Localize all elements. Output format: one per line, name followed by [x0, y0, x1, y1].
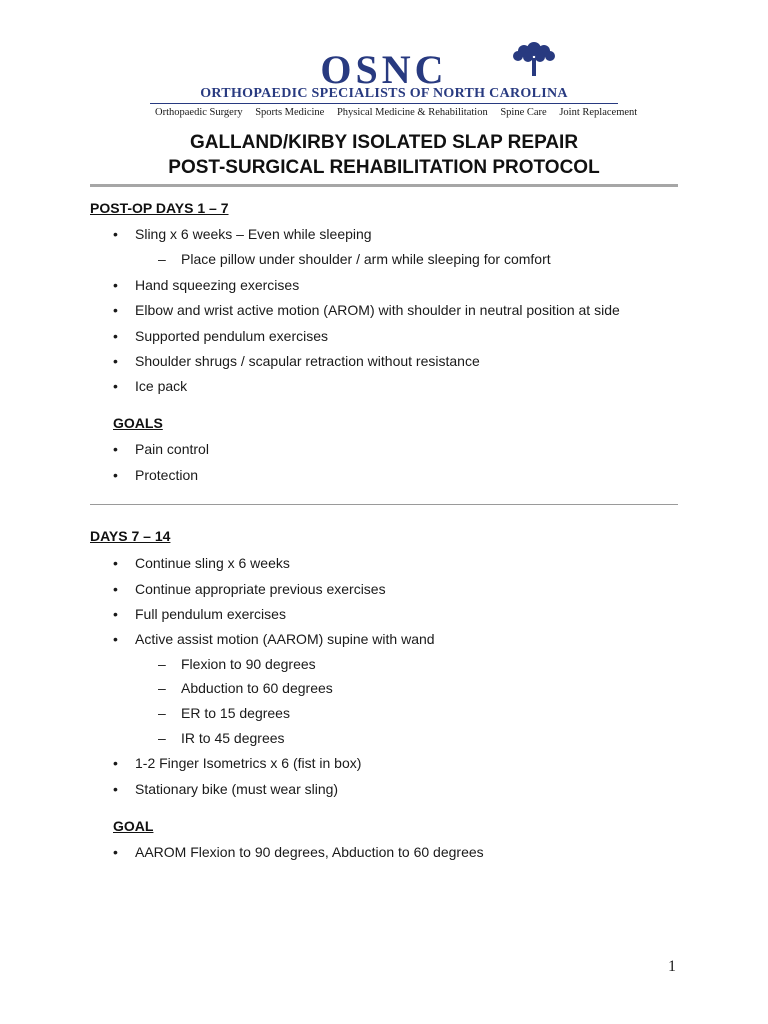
goals-heading: GOALS	[113, 415, 163, 431]
dash-icon: –	[158, 251, 166, 267]
specialty: Spine Care	[500, 107, 547, 118]
bullet-icon: •	[113, 555, 118, 571]
header-divider	[150, 103, 618, 104]
list-item: Elbow and wrist active motion (AROM) with shoulder in neutral position at side	[135, 302, 620, 318]
list-item: Hand squeezing exercises	[135, 277, 300, 293]
specialty: Physical Medicine & Rehabilitation	[336, 107, 488, 118]
list-item: Full pendulum exercises	[135, 606, 286, 622]
letterhead	[150, 40, 638, 118]
list-item: Continue sling x 6 weeks	[135, 555, 290, 571]
bullet-icon: •	[113, 353, 118, 369]
logo-wordmark: OSNC	[320, 47, 448, 92]
osnc-logo	[150, 40, 618, 90]
organization-name: ORTHOPAEDIC SPECIALISTS OF NORTH CAROLINA	[200, 86, 568, 101]
list-item: Stationary bike (must wear sling)	[135, 781, 339, 797]
sub-list-item: Abduction to 60 degrees	[181, 680, 333, 696]
goal-item: Protection	[135, 467, 199, 483]
list-item: Shoulder shrugs / scapular retraction without resistance	[135, 353, 480, 369]
bullet-icon: •	[113, 302, 118, 318]
sub-list-item: Place pillow under shoulder / arm while sleeping for comfort	[181, 251, 551, 267]
document-title: GALLAND/KIRBY ISOLATED SLAP REPAIR	[189, 132, 579, 153]
section-heading: DAYS 7 – 14	[90, 528, 171, 544]
bullet-icon: •	[113, 755, 118, 771]
section-divider	[90, 504, 678, 505]
dash-icon: –	[158, 705, 166, 721]
dash-icon: –	[158, 680, 166, 696]
bullet-icon: •	[113, 606, 118, 622]
sub-list-item: IR to 45 degrees	[181, 730, 285, 746]
bullet-icon: •	[113, 378, 118, 394]
bullet-icon: •	[113, 631, 118, 647]
specialty: Orthopaedic Surgery	[155, 107, 243, 118]
bullet-icon: •	[113, 328, 118, 344]
goal-heading: GOAL	[113, 818, 154, 834]
sub-list-item: ER to 15 degrees	[181, 705, 290, 721]
dash-icon: –	[158, 656, 166, 672]
specialty: Sports Medicine	[255, 107, 325, 118]
bullet-icon: •	[113, 226, 118, 242]
list-item: Ice pack	[135, 378, 188, 394]
goal-item: Pain control	[135, 441, 209, 457]
list-item: Sling x 6 weeks – Even while sleeping	[135, 226, 372, 242]
title-divider	[90, 184, 678, 187]
bullet-icon: •	[113, 277, 118, 293]
specialty: Joint Replacement	[559, 107, 638, 118]
sub-list-item: Flexion to 90 degrees	[181, 656, 316, 672]
list-item: Supported pendulum exercises	[135, 328, 329, 344]
section-heading: POST-OP DAYS 1 – 7	[90, 200, 229, 216]
dash-icon: –	[158, 730, 166, 746]
bullet-icon: •	[113, 781, 118, 797]
specialties-line	[150, 107, 638, 118]
list-item: Active assist motion (AAROM) supine with wand	[135, 631, 435, 647]
list-item: 1-2 Finger Isometrics x 6 (fist in box)	[135, 755, 362, 771]
bullet-icon: •	[113, 581, 118, 597]
page-number: 1	[668, 958, 676, 975]
document-subtitle: POST-SURGICAL REHABILITATION PROTOCOL	[168, 157, 600, 178]
list-item: Continue appropriate previous exercises	[135, 581, 386, 597]
bullet-icon: •	[113, 467, 118, 483]
bullet-icon: •	[113, 441, 118, 457]
goal-item: AAROM Flexion to 90 degrees, Abduction to 60 degrees	[135, 844, 484, 860]
bullet-icon: •	[113, 844, 118, 860]
